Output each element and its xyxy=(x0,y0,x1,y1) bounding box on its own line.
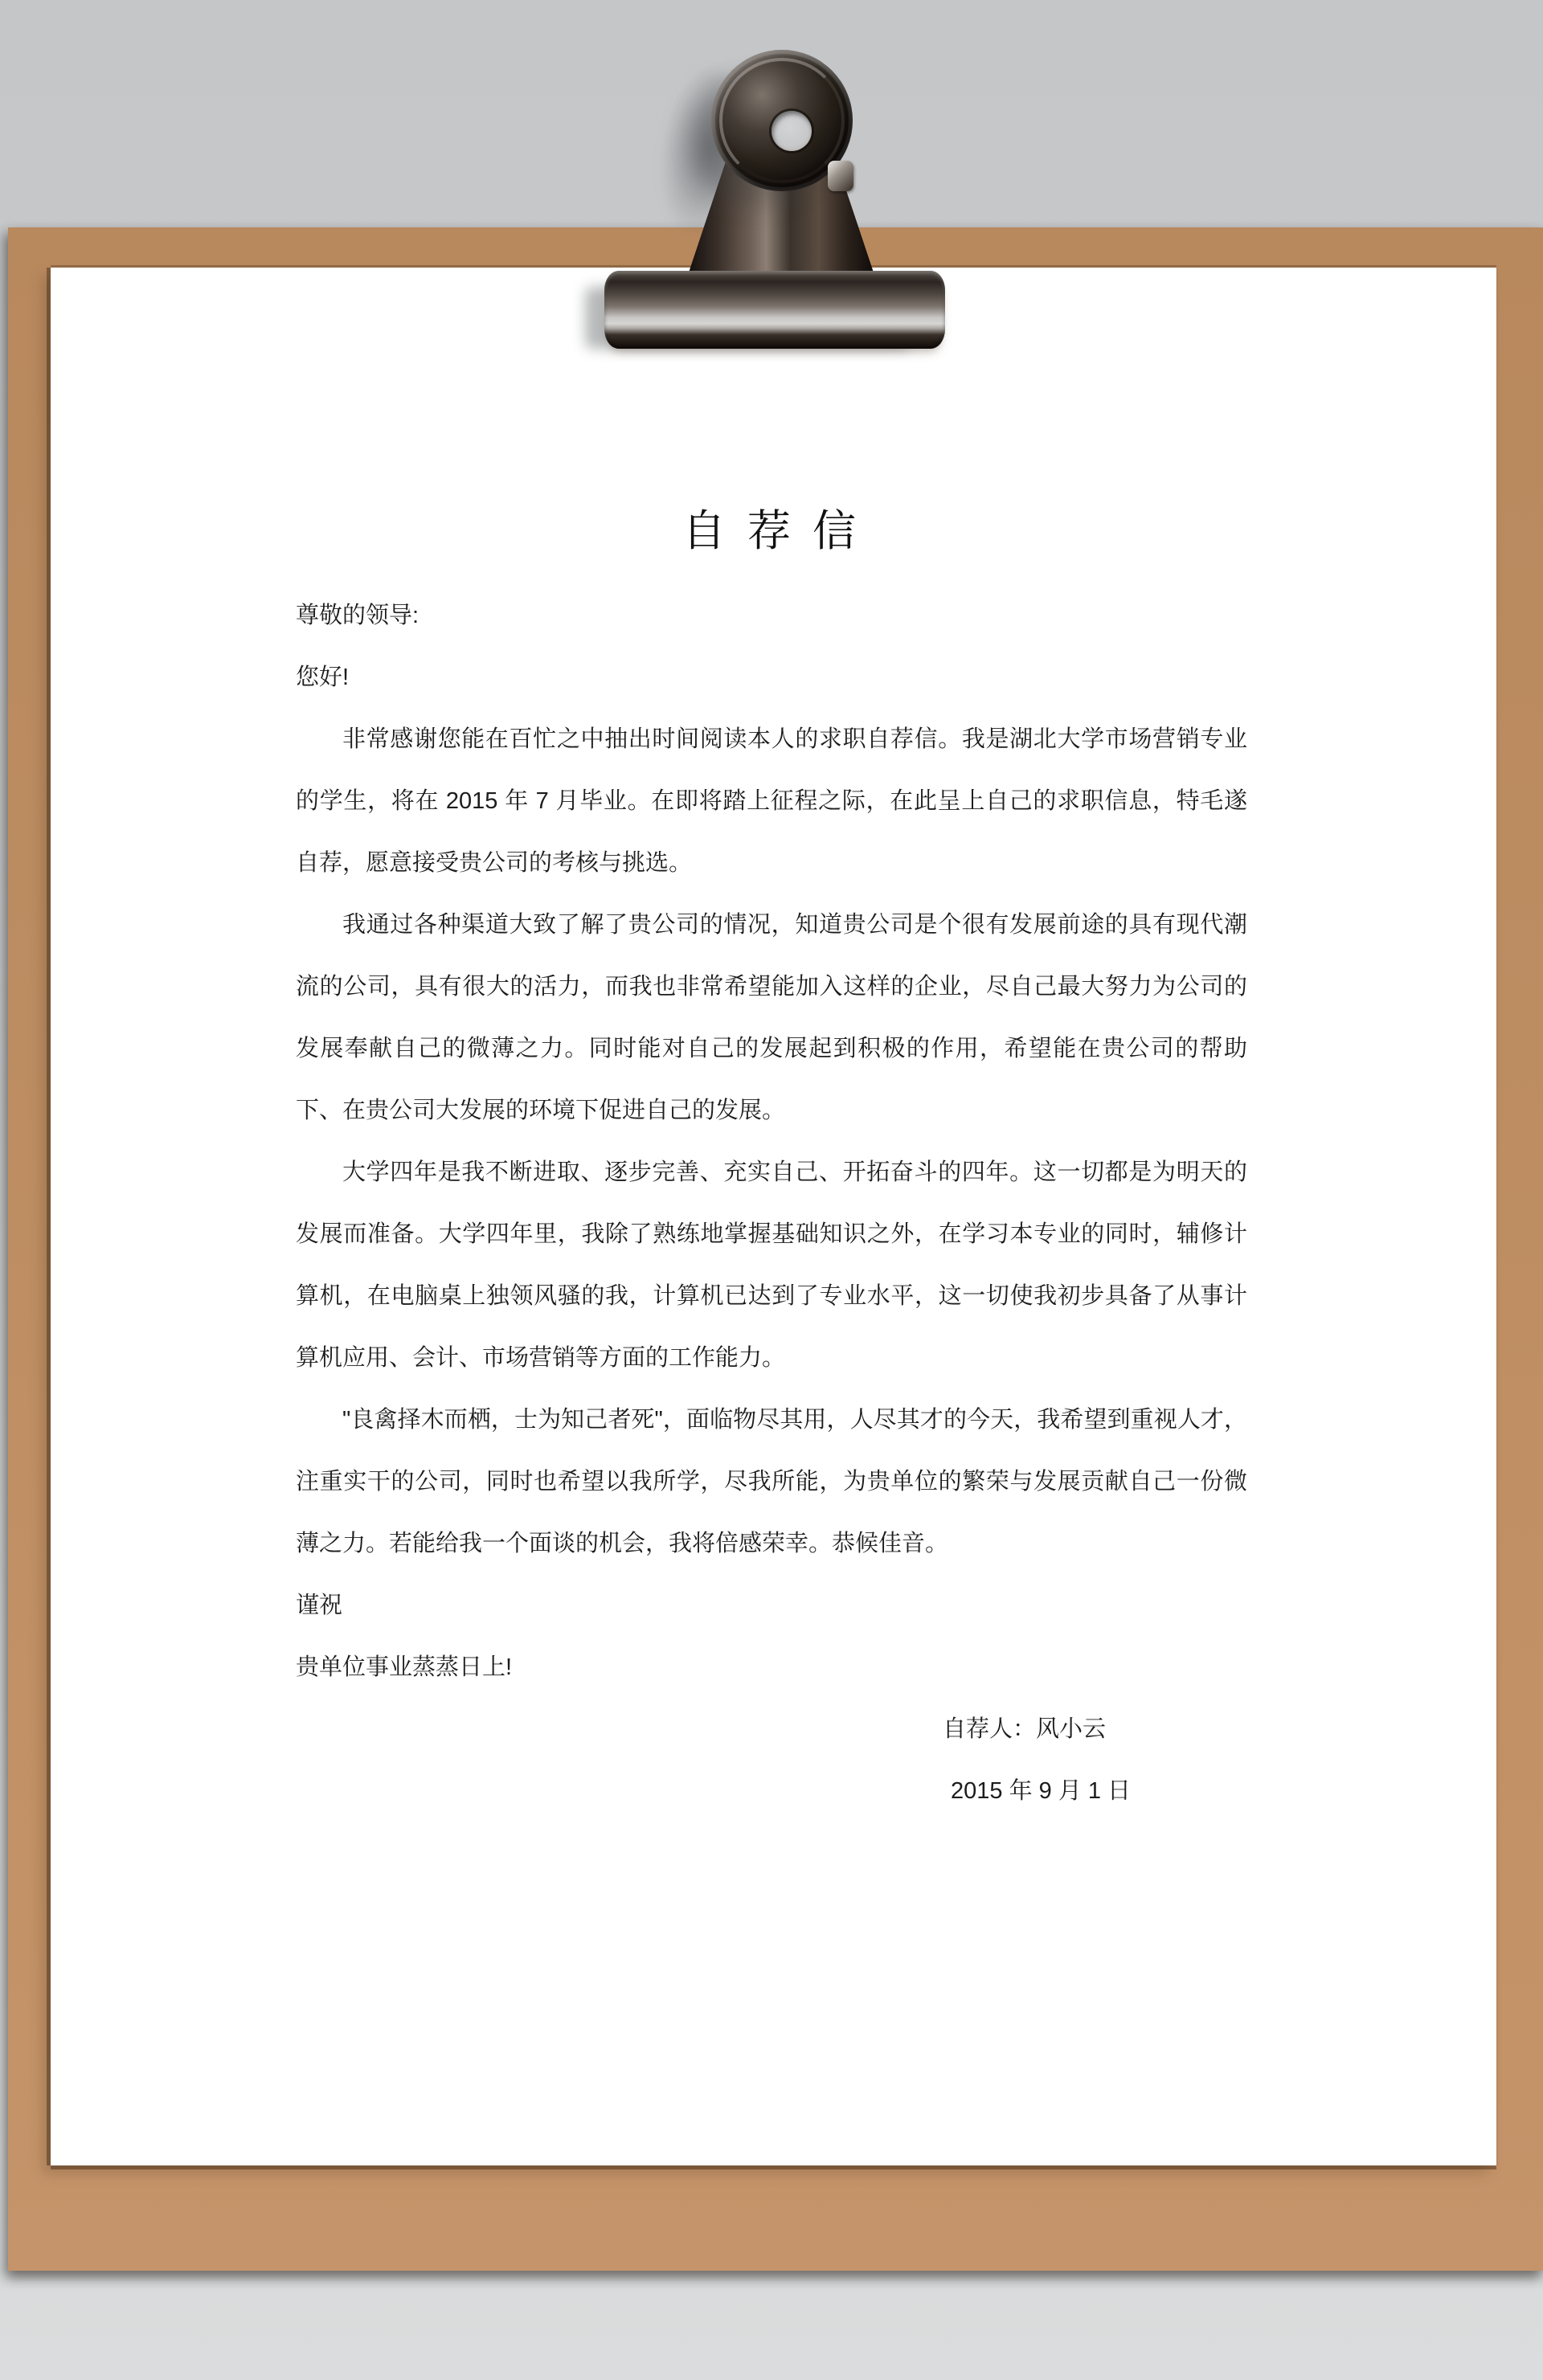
date-line: 2015 年 9 月 1 日 xyxy=(951,1778,1132,1804)
paragraph-4: "良禽择木而栖，士为知己者死"，面临物尽其用，人尽其才的今天，我希望到重视人才，注重实干的公司，同时也希望以我所学，尽我所能，为贵单位的繁荣与发展贡献自己一份微薄之力。若能给我一个面谈的机会，我将倍感荣幸。恭候佳音。 xyxy=(296,1407,1247,1556)
paragraph-3: 大学四年是我不断进取、逐步完善、充实自己、开拓奋斗的四年。这一切都是为明天的发展而准备。大学四年里，我除了熟练地掌握基础知识之外，在学习本专业的同时，辅修计算机，在电脑桌上独领风骚的我，计算机已达到了专业水平，这一切使我初步具备了从事计算机应用、会计、市场营销等方面的工作能力。 xyxy=(296,1159,1247,1371)
wish-prefix: 谨祝 xyxy=(296,1593,343,1618)
clip-hole xyxy=(772,111,812,151)
signature-line: 自荐人：风小云 xyxy=(943,1716,1107,1742)
clip-latch xyxy=(828,161,853,191)
greeting: 您好! xyxy=(296,665,350,690)
signature-block xyxy=(943,1699,1131,1822)
salutation: 尊敬的领导: xyxy=(296,603,420,628)
letter-body xyxy=(296,585,1247,1822)
letter-paper xyxy=(51,268,1496,2165)
letter-title: 自 荐 信 xyxy=(681,507,861,555)
wish-line: 贵单位事业蒸蒸日上! xyxy=(296,1654,513,1680)
clip-base xyxy=(604,271,945,349)
paragraph-1: 非常感谢您能在百忙之中抽出时间阅读本人的求职自荐信。我是湖北大学市场营销专业的学生，将在 2015 年 7 月毕业。在即将踏上征程之际，在此呈上自己的求职信息，特毛遂自荐，愿意接受贵公司的考核与挑选。 xyxy=(296,726,1247,876)
paragraph-2: 我通过各种渠道大致了解了贵公司的情况，知道贵公司是个很有发展前途的具有现代潮流的公司，具有很大的活力，而我也非常希望能加入这样的企业，尽自己最大努力为公司的发展奉献自己的微薄之力。同时能对自己的发展起到积极的作用，希望能在贵公司的帮助下、在贵公司大发展的环境下促进自己的发展。 xyxy=(296,912,1247,1123)
